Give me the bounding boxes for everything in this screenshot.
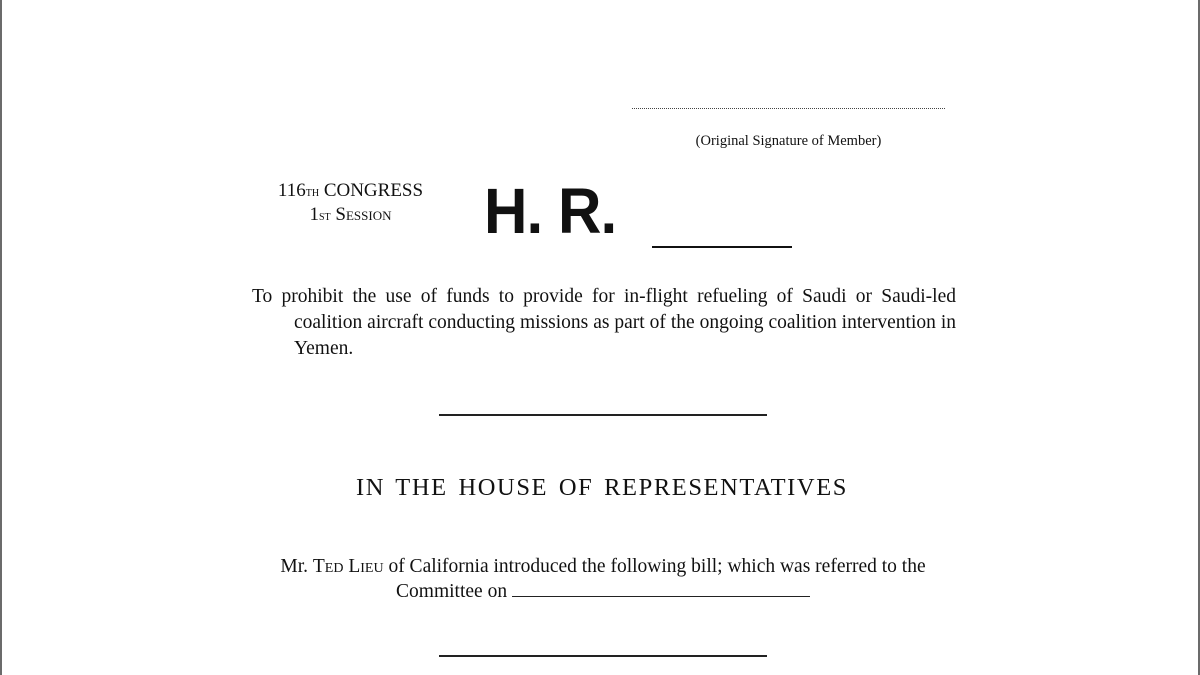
congress-suffix: th: [305, 185, 320, 200]
introduction-statement: [260, 554, 946, 604]
session-line: [248, 204, 453, 228]
session-word: Session: [335, 204, 392, 225]
signature-label: (Original Signature of Member): [695, 133, 882, 149]
signature-line: [632, 108, 945, 109]
chamber-heading: IN THE HOUSE OF REPRESENTATIVES: [355, 474, 849, 501]
divider-rule-bottom: [439, 655, 767, 657]
session-number: 1: [309, 204, 319, 225]
congress-session-block: [248, 180, 453, 228]
bill-number-prefix: H. R.: [484, 175, 617, 247]
session-suffix: st: [319, 209, 331, 224]
divider-rule-top: [439, 414, 767, 416]
bill-number-blank: [652, 246, 792, 248]
committee-blank: [512, 595, 810, 597]
sponsor-name: Ted Lieu: [312, 556, 384, 577]
congress-word: CONGRESS: [323, 180, 424, 201]
congress-number: 116: [277, 180, 306, 201]
introduction-text: of California introduced the following bill; which was referred to the Committee on: [388, 556, 926, 602]
bill-purpose: To prohibit the use of funds to provide for in-flight refueling of Saudi or Saudi-led coalition aircraft conducting missions as part of the ongoing coalition intervention in Yemen.: [252, 286, 956, 359]
sponsor-title: Mr.: [280, 556, 308, 577]
congress-line: [248, 180, 453, 204]
